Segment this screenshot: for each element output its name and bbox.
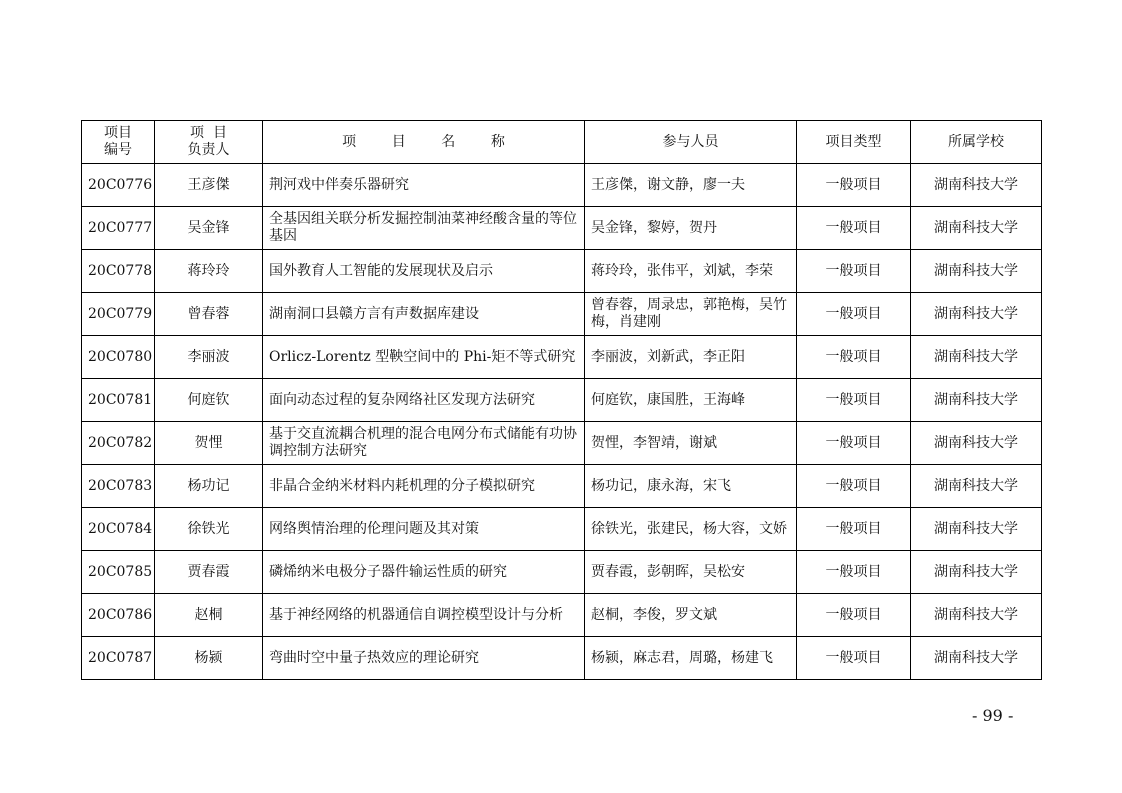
table-row [82, 508, 1042, 551]
project-leader-cell: 吴金锋 [155, 207, 263, 250]
table-row [82, 551, 1042, 594]
project-leader-cell: 贾春霞 [155, 551, 263, 594]
header-members: 参与人员 [585, 121, 797, 164]
table-row [82, 379, 1042, 422]
table-row [82, 637, 1042, 680]
project-type-cell: 一般项目 [797, 379, 911, 422]
project-name-cell: 荆河戏中伴奏乐器研究 [263, 164, 585, 207]
members-cell: 李丽波，刘新武，李正阳 [585, 336, 797, 379]
project-leader-cell: 贺悝 [155, 422, 263, 465]
project-id-cell: 20C0778 [82, 250, 155, 293]
project-name-cell: 湖南洞口县赣方言有声数据库建设 [263, 293, 585, 336]
project-id-cell: 20C0780 [82, 336, 155, 379]
project-name-cell: 国外教育人工智能的发展现状及启示 [263, 250, 585, 293]
page-number: - 99 - [972, 706, 1014, 725]
project-type-cell: 一般项目 [797, 594, 911, 637]
school-cell: 湖南科技大学 [911, 293, 1042, 336]
members-cell: 徐铁光，张建民，杨大容，文娇 [585, 508, 797, 551]
school-cell: 湖南科技大学 [911, 379, 1042, 422]
project-name-cell: Orlicz-Lorentz 型鞅空间中的 Phi-矩不等式研究 [263, 336, 585, 379]
project-name-cell: 磷烯纳米电极分子器件输运性质的研究 [263, 551, 585, 594]
project-leader-cell: 徐铁光 [155, 508, 263, 551]
school-cell: 湖南科技大学 [911, 637, 1042, 680]
project-name-cell: 基于神经网络的机器通信自调控模型设计与分析 [263, 594, 585, 637]
school-cell: 湖南科技大学 [911, 164, 1042, 207]
header-project-type: 项目类型 [797, 121, 911, 164]
project-name-cell: 基于交直流耦合机理的混合电网分布式储能有功协调控制方法研究 [263, 422, 585, 465]
project-name-cell: 网络舆情治理的伦理问题及其对策 [263, 508, 585, 551]
school-cell: 湖南科技大学 [911, 551, 1042, 594]
project-name-cell: 全基因组关联分析发掘控制油菜神经酸含量的等位基因 [263, 207, 585, 250]
project-leader-cell: 赵桐 [155, 594, 263, 637]
members-cell: 杨功记，康永海，宋飞 [585, 465, 797, 508]
school-cell: 湖南科技大学 [911, 422, 1042, 465]
project-name-cell: 面向动态过程的复杂网络社区发现方法研究 [263, 379, 585, 422]
project-leader-cell: 杨颍 [155, 637, 263, 680]
project-type-cell: 一般项目 [797, 293, 911, 336]
header-project-name: 项 目 名 称 [263, 121, 585, 164]
project-type-cell: 一般项目 [797, 164, 911, 207]
members-cell: 曾春蓉，周录忠，郭艳梅，吴竹梅，肖建刚 [585, 293, 797, 336]
project-id-cell: 20C0776 [82, 164, 155, 207]
school-cell: 湖南科技大学 [911, 594, 1042, 637]
table-row [82, 207, 1042, 250]
project-id-cell: 20C0779 [82, 293, 155, 336]
table-row [82, 250, 1042, 293]
project-leader-cell: 曾春蓉 [155, 293, 263, 336]
header-school: 所属学校 [911, 121, 1042, 164]
project-id-cell: 20C0787 [82, 637, 155, 680]
project-type-cell: 一般项目 [797, 465, 911, 508]
table-row [82, 164, 1042, 207]
header-project-leader [155, 121, 263, 164]
table-row [82, 336, 1042, 379]
header-project-id [82, 121, 155, 164]
project-type-cell: 一般项目 [797, 336, 911, 379]
project-leader-cell: 杨功记 [155, 465, 263, 508]
project-type-cell: 一般项目 [797, 637, 911, 680]
school-cell: 湖南科技大学 [911, 250, 1042, 293]
project-id-cell: 20C0786 [82, 594, 155, 637]
school-cell: 湖南科技大学 [911, 465, 1042, 508]
project-leader-cell: 王彦傑 [155, 164, 263, 207]
project-type-cell: 一般项目 [797, 422, 911, 465]
table-row [82, 594, 1042, 637]
header-project-leader-line2: 负责人 [187, 142, 230, 158]
school-cell: 湖南科技大学 [911, 508, 1042, 551]
project-leader-cell: 蒋玲玲 [155, 250, 263, 293]
school-cell: 湖南科技大学 [911, 336, 1042, 379]
project-id-cell: 20C0777 [82, 207, 155, 250]
table-header-row [82, 121, 1042, 164]
project-type-cell: 一般项目 [797, 250, 911, 293]
table-row [82, 422, 1042, 465]
members-cell: 杨颍，麻志君，周璐，杨建飞 [585, 637, 797, 680]
project-id-cell: 20C0783 [82, 465, 155, 508]
project-id-cell: 20C0785 [82, 551, 155, 594]
project-id-cell: 20C0784 [82, 508, 155, 551]
table-row [82, 465, 1042, 508]
members-cell: 赵桐，李俊，罗文斌 [585, 594, 797, 637]
members-cell: 吴金锋，黎婷，贺丹 [585, 207, 797, 250]
project-table [81, 120, 1042, 680]
members-cell: 王彦傑，谢文静，廖一夫 [585, 164, 797, 207]
project-type-cell: 一般项目 [797, 508, 911, 551]
header-project-id-line1: 项目 [104, 125, 132, 141]
school-cell: 湖南科技大学 [911, 207, 1042, 250]
project-name-cell: 弯曲时空中量子热效应的理论研究 [263, 637, 585, 680]
project-leader-cell: 李丽波 [155, 336, 263, 379]
members-cell: 何庭钦，康国胜，王海峰 [585, 379, 797, 422]
project-id-cell: 20C0781 [82, 379, 155, 422]
project-id-cell: 20C0782 [82, 422, 155, 465]
project-type-cell: 一般项目 [797, 207, 911, 250]
members-cell: 贾春霞，彭朝晖，吴松安 [585, 551, 797, 594]
header-project-id-line2: 编号 [104, 142, 132, 158]
project-type-cell: 一般项目 [797, 551, 911, 594]
members-cell: 贺悝，李智靖，谢斌 [585, 422, 797, 465]
header-project-leader-line1: 项 目 [190, 125, 227, 141]
members-cell: 蒋玲玲，张伟平，刘斌，李荣 [585, 250, 797, 293]
project-name-cell: 非晶合金纳米材料内耗机理的分子模拟研究 [263, 465, 585, 508]
project-leader-cell: 何庭钦 [155, 379, 263, 422]
table-row [82, 293, 1042, 336]
